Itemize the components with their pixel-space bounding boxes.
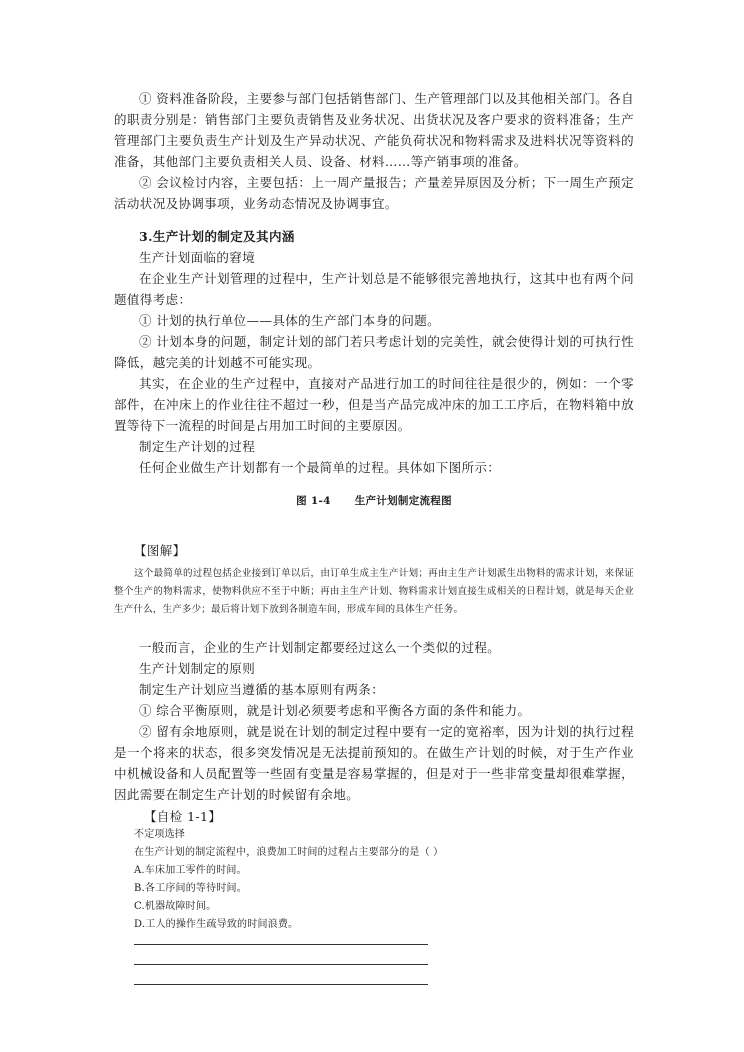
paragraph-principle-2: ② 留有余地原则，就是说在计划的制定过程中要有一定的宽裕率，因为计划的执行过程是一个将来的状态，很多突发情况是无法提前预知的。在做生产计划的时候，对于生产作业中机械设备和人员配置等一些固有变量是容易掌握的，但是对于一些非常变量却很难掌握，因此需要在制定生产计划的时候留有余地。 (114, 724, 634, 802)
diagram-explanation-label: 【图解】 (134, 543, 186, 558)
paragraph-meeting-review: ② 会议检讨内容，主要包括：上一周产量报告；产量差异原因及分析；下一周生产预定活动状况及协调事项，业务动态情况及协调事宜。 (114, 175, 634, 211)
paragraph-process-intro: 任何企业做生产计划都有一个最简单的过程。具体如下图所示： (139, 460, 501, 475)
paragraph-general: 一般而言，企业的生产计划制定都要经过这么一个类似的过程。 (139, 640, 501, 655)
answer-line (134, 944, 428, 945)
subheading-principles: 生产计划制定的原则 (139, 661, 256, 676)
quiz-option-c: C.机器故障时间。 (134, 901, 217, 912)
paragraph-principles-intro: 制定生产计划应当遵循的基本原则有两条： (139, 682, 385, 697)
quiz-title: 【自检 1-1】 (144, 809, 222, 824)
subheading-process: 制定生产计划的过程 (139, 439, 256, 454)
paragraph-data-prep: ① 资料准备阶段，主要参与部门包括销售部门、生产管理部门以及其他相关部门。各自的职责分别是：销售部门主要负责销售及业务状况、出货状况及客户要求的资料准备；生产管理部门主要负责生产计划及生产异动状况、产能负荷状况和物料需求及进料状况等资料的准备，其他部门主要负责相关人员、设备、材料……等产销事项的准备。 (114, 91, 634, 169)
quiz-option-b: B.各工序间的等待时间。 (134, 883, 247, 894)
quiz-type: 不定项选择 (134, 829, 185, 840)
subheading-dilemma: 生产计划面临的窘境 (139, 250, 256, 265)
answer-line (134, 964, 428, 965)
figure-title: 生产计划制定流程图 (354, 495, 452, 507)
paragraph-point-1: ① 计划的执行单位——具体的生产部门本身的问题。 (139, 313, 441, 328)
figure-number: 图 1-4 (296, 495, 331, 507)
paragraph-point-2: ② 计划本身的问题，制定计划的部门若只考虑计划的完美性，就会使得计划的可执行性降低，越完美的计划越不可能实现。 (114, 334, 634, 370)
section-heading: 3.生产计划的制定及其内涵 (139, 229, 295, 244)
paragraph-example: 其实，在企业的生产过程中，直接对产品进行加工的时间往往是很少的，例如：一个零部件，在冲床上的作业往往不超过一秒，但是当产品完成冲床的加工工序后，在物料箱中放置等待下一流程的时间是占用加工时间的主要原因。 (114, 376, 634, 433)
quiz-option-d: D.工人的操作生疏导致的时间浪费。 (134, 919, 299, 930)
paragraph-principle-1: ① 综合平衡原则，就是计划必须要考虑和平衡各方面的条件和能力。 (139, 703, 531, 718)
quiz-question: 在生产计划的制定流程中，浪费加工时间的过程占主要部分的是（ ） (134, 847, 444, 858)
answer-line (134, 984, 428, 985)
figure-caption (114, 493, 634, 508)
quiz-option-a: A.车床加工零件的时间。 (134, 865, 247, 876)
paragraph-dilemma-intro: 在企业生产计划管理的过程中，生产计划总是不能够很完善地执行，这其中也有两个问题值得考虑： (114, 271, 634, 307)
diagram-explanation-text: 这个最简单的过程包括企业接到订单以后，由订单生成主生产计划；再由主生产计划派生出物料的需求计划，来保证整个生产的物料需求，使物料供应不至于中断；再由主生产计划、物料需求计划直接生成相关的日程计划，就是每天企业生产什么，生产多少；最后将计划下放到各制造车间，形成车间的具体生产任务。 (114, 568, 634, 615)
